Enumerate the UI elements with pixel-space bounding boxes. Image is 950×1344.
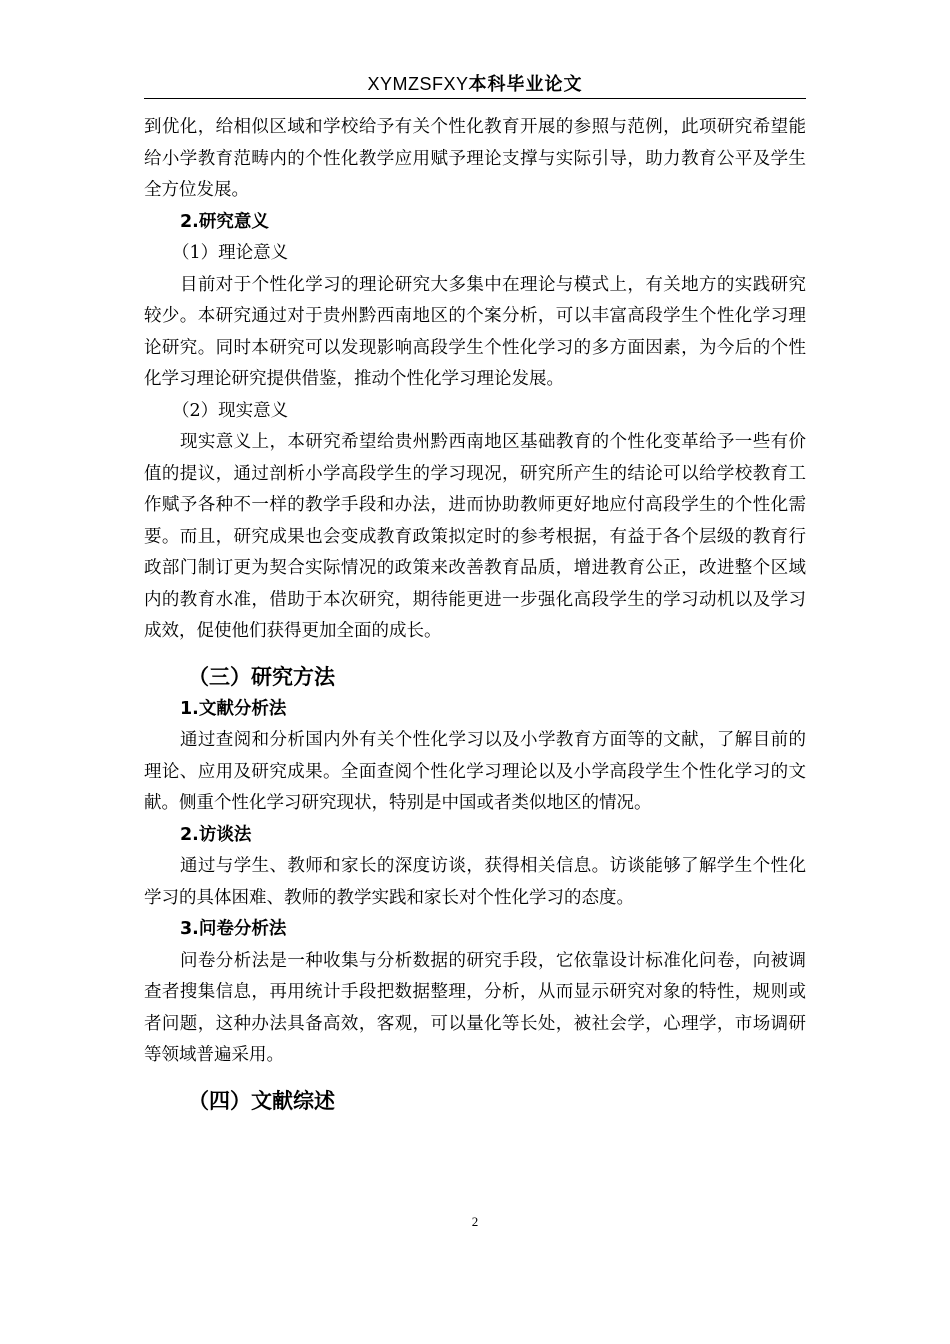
paragraph-literature-analysis: 通过查阅和分析国内外有关个性化学习以及小学教育方面等的文献，了解目前的理论、应用及研究成果。全面查阅个性化学习理论以及小学高段学生个性化学习的文献。侧重个性化学习研究现状，特别是中国或者类似地区的情况。 <box>144 730 806 813</box>
header-rule <box>144 98 806 99</box>
paragraph-theoretical-significance: 目前对于个性化学习的理论研究大多集中在理论与模式上，有关地方的实践研究较少。本研究通过对于贵州黔西南地区的个案分析，可以丰富高段学生个性化学习理论研究。同时本研究可以发现影响高段学生个性化学习的多方面因素，为今后的个性化学习理论研究提供借鉴，推动个性化学习理论发展。 <box>144 274 806 389</box>
heading-interview-method: 2.访谈法 <box>180 824 252 845</box>
heading-literature-analysis: 1.文献分析法 <box>180 698 287 719</box>
section-heading-literature-review: （四）文献综述 <box>188 1088 335 1113</box>
subheading-theoretical-significance: （1）理论意义 <box>172 243 289 263</box>
paragraph-questionnaire-method: 问卷分析法是一种收集与分析数据的研究手段，它依靠设计标准化问卷，向被调查者搜集信息，再用统计手段把数据整理，分析，从而显示研究对象的特性，规则或者问题，这种办法具备高效，客观，可以量化等长处，被社会学，心理学，市场调研等领域普遍采用。 <box>144 950 806 1065</box>
paragraph-practical-significance: 现实意义上，本研究希望给贵州黔西南地区基础教育的个性化变革给予一些有价值的提议，通过剖析小学高段学生的学习现况，研究所产生的结论可以给学校教育工作赋予各种不一样的教学手段和办法，进而协助教师更好地应付高段学生的个性化需要。而且，研究成果也会变成教育政策拟定时的参考根据，有益于各个层级的教育行政部门制订更为契合实际情况的政策来改善教育品质，增进教育公正，改进整个区域内的教育水准，借助于本次研究，期待能更进一步强化高段学生的学习动机以及学习成效，促使他们获得更加全面的成长。 <box>144 432 806 641</box>
heading-research-significance: 2.研究意义 <box>180 211 269 232</box>
header-code: XYMZSFXY <box>367 74 469 94</box>
page-body <box>144 112 806 1118</box>
header-title: 本科毕业论文 <box>468 74 583 95</box>
page-header <box>144 70 806 99</box>
heading-questionnaire-method: 3.问卷分析法 <box>180 919 287 939</box>
paragraph-interview-method: 通过与学生、教师和家长的深度访谈，获得相关信息。访谈能够了解学生个性化学习的具体困难、教师的教学实践和家长对个性化学习的态度。 <box>144 856 806 908</box>
subheading-practical-significance: （2）现实意义 <box>172 400 289 421</box>
page-number: 2 <box>471 1214 479 1229</box>
section-heading-research-methods: （三）研究方法 <box>188 664 335 689</box>
paragraph-continuation: 到优化，给相似区域和学校给予有关个性化教育开展的参照与范例，此项研究希望能给小学教育范畴内的个性化教学应用赋予理论支撑与实际引导，助力教育公平及学生全方位发展。 <box>144 117 806 200</box>
